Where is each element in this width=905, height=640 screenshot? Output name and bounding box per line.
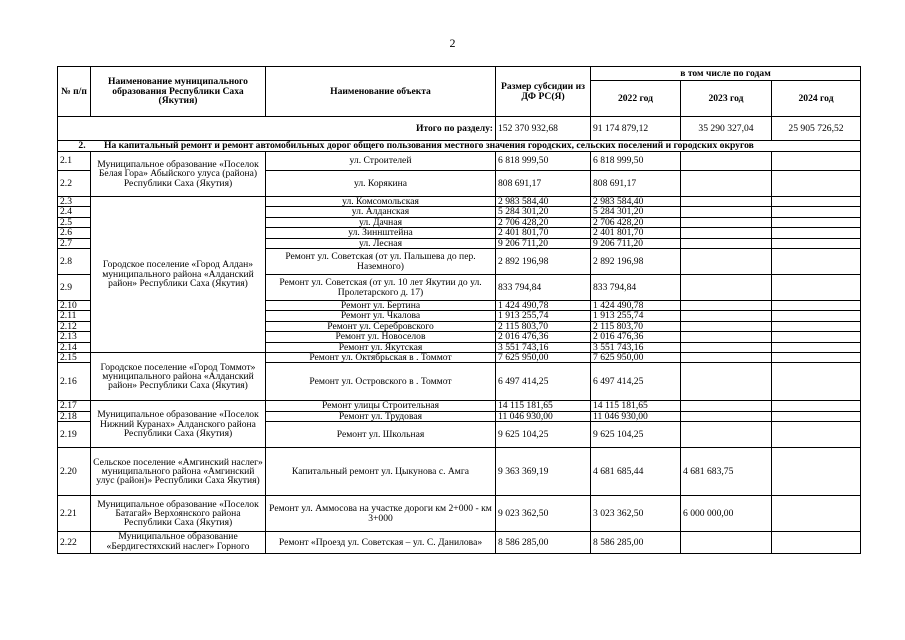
table-row: 2.19 Ремонт ул. Школьная 9 625 104,25 9 625 104,25 [58, 422, 861, 448]
table-row: 2.7 ул. Лесная 9 206 711,20 9 206 711,20 [58, 238, 861, 248]
table-row: 2.17 Муниципальное образование «Поселок Нижний Куранах» Алданского района Республики Саха (Якутия) Ремонт улицы Строительная 14 115 181,65 14 115 181,65 [58, 401, 861, 411]
table-row: 2.16 Ремонт ул. Островского в . Томмот 6 497 414,25 6 497 414,25 [58, 363, 861, 401]
header-subsidy: Размер субсидии из ДФ РС(Я) [496, 67, 591, 117]
table-row: 2.20 Сельское поселение «Амгинский наслег» муниципального района «Амгинский улус (район)» Республики Саха Якутия) Капитальный ремонт ул. Цыкунова с. Амга 9 363 369,19 4 681 685,44 4 681 683,75 [58, 448, 861, 496]
table-row: 2.12 Ремонт ул. Серебровского 2 115 803,70 2 115 803,70 [58, 321, 861, 331]
table-row: 2.10 Ремонт ул. Бертина 1 424 490,78 1 424 490,78 [58, 301, 861, 311]
table-row: 2.11 Ремонт ул. Чкалова 1 913 255,74 1 913 255,74 [58, 311, 861, 321]
total-2023: 35 290 327,04 [681, 117, 772, 141]
table-row: 2.6 ул. Зиннштейна 2 401 801,70 2 401 801,70 [58, 228, 861, 238]
header-years-group: в том числе по годам [591, 67, 861, 81]
header-object: Наименование объекта [266, 67, 496, 117]
section-number: 2. [78, 140, 86, 152]
table-row: 2.14 Ремонт ул. Якутская 3 551 743,16 3 551 743,16 [58, 342, 861, 352]
table-row: 2.4 ул. Алданская 5 284 301,20 5 284 301,20 [58, 207, 861, 217]
table-row: 2.5 ул. Дачная 2 706 428,20 2 706 428,20 [58, 217, 861, 227]
municipality-cell: Муниципальное образование «Поселок Нижний Куранах» Алданского района Республики Саха (Якутия) [91, 401, 266, 448]
header-2024: 2024 год [772, 81, 861, 117]
municipality-cell: Городское поселение «Город Алдан» муниципального района «Алданский район» Республики Саха (Якутия) [91, 197, 266, 353]
header-municipality: Наименование муниципального образования Республики Саха (Якутия) [91, 67, 266, 117]
municipality-cell: Сельское поселение «Амгинский наслег» муниципального района «Амгинский улус (район)» Республики Саха Якутия) [91, 448, 266, 496]
table-row: 2.2 ул. Корякина 808 691,17 808 691,17 [58, 171, 861, 197]
municipality-cell: Городское поселение «Город Томмот» муниципального района «Алданский район» Республики Саха (Якутия) [91, 353, 266, 401]
table-row: 2.3 Городское поселение «Город Алдан» муниципального района «Алданский район» Республики Саха (Якутия) ул. Комсомольская 2 983 584,40 2 983 584,40 [58, 197, 861, 207]
total-label: Итого по разделу: [58, 117, 496, 141]
table-row: 2.1 Муниципальное образование «Поселок Белая Гора» Абыйского улуса (района) Республики Саха (Якутия) ул. Строителей 6 818 999,50 6 818 999,50 [58, 152, 861, 171]
total-row [58, 117, 861, 141]
subsidy-table [57, 66, 861, 554]
header-num: № п/п [58, 67, 91, 117]
table-row: 2.9 Ремонт ул. Советская (от ул. 10 лет Якутии до ул. Пролетарского д. 17) 833 794,84 833 794,84 [58, 275, 861, 301]
municipality-cell: Муниципальное образование «Бердигестяхский наслег» Горного [91, 532, 266, 554]
total-subsidy: 152 370 932,68 [496, 117, 591, 141]
table-row: 2.8 Ремонт ул. Советская (от ул. Пальшева до пер. Наземного) 2 892 196,98 2 892 196,98 [58, 249, 861, 275]
table-row: 2.22 Муниципальное образование «Бердигестяхский наслег» Горного Ремонт «Проезд ул. Советская – ул. С. Данилова» 8 586 285,00 8 586 285,00 [58, 532, 861, 554]
table-row: 2.18 Ремонт ул. Трудовая 11 046 930,00 11 046 930,00 [58, 411, 861, 421]
total-2024: 25 905 726,52 [772, 117, 861, 141]
header-2023: 2023 год [681, 81, 772, 117]
section-title: На капитальный ремонт и ремонт автомобильных дорог общего пользования местного значения городских, сельских поселений и городских округов [104, 140, 754, 152]
page-number: 2 [449, 36, 456, 50]
table-row: 2.13 Ремонт ул. Новоселов 2 016 476,36 2 016 476,36 [58, 332, 861, 342]
municipality-cell: Муниципальное образование «Поселок Белая Гора» Абыйского улуса (района) Республики Саха (Якутия) [91, 152, 266, 197]
municipality-cell: Муниципальное образование «Поселок Батагай» Верхоянского района Республики Саха (Якутия) [91, 496, 266, 532]
header-2022: 2022 год [591, 81, 681, 117]
table-row: 2.21 Муниципальное образование «Поселок Батагай» Верхоянского района Республики Саха (Якутия) Ремонт ул. Аммосова на участке дороги км 2+000 - км 3+000 9 023 362,50 3 023 362,50 6 000 000,00 [58, 496, 861, 532]
table-row: 2.15 Городское поселение «Город Томмот» муниципального района «Алданский район» Республики Саха (Якутия) Ремонт ул. Октябрьская в . Томмот 7 625 950,00 7 625 950,00 [58, 353, 861, 363]
total-2022: 91 174 879,12 [591, 117, 681, 141]
section-row [58, 141, 861, 152]
